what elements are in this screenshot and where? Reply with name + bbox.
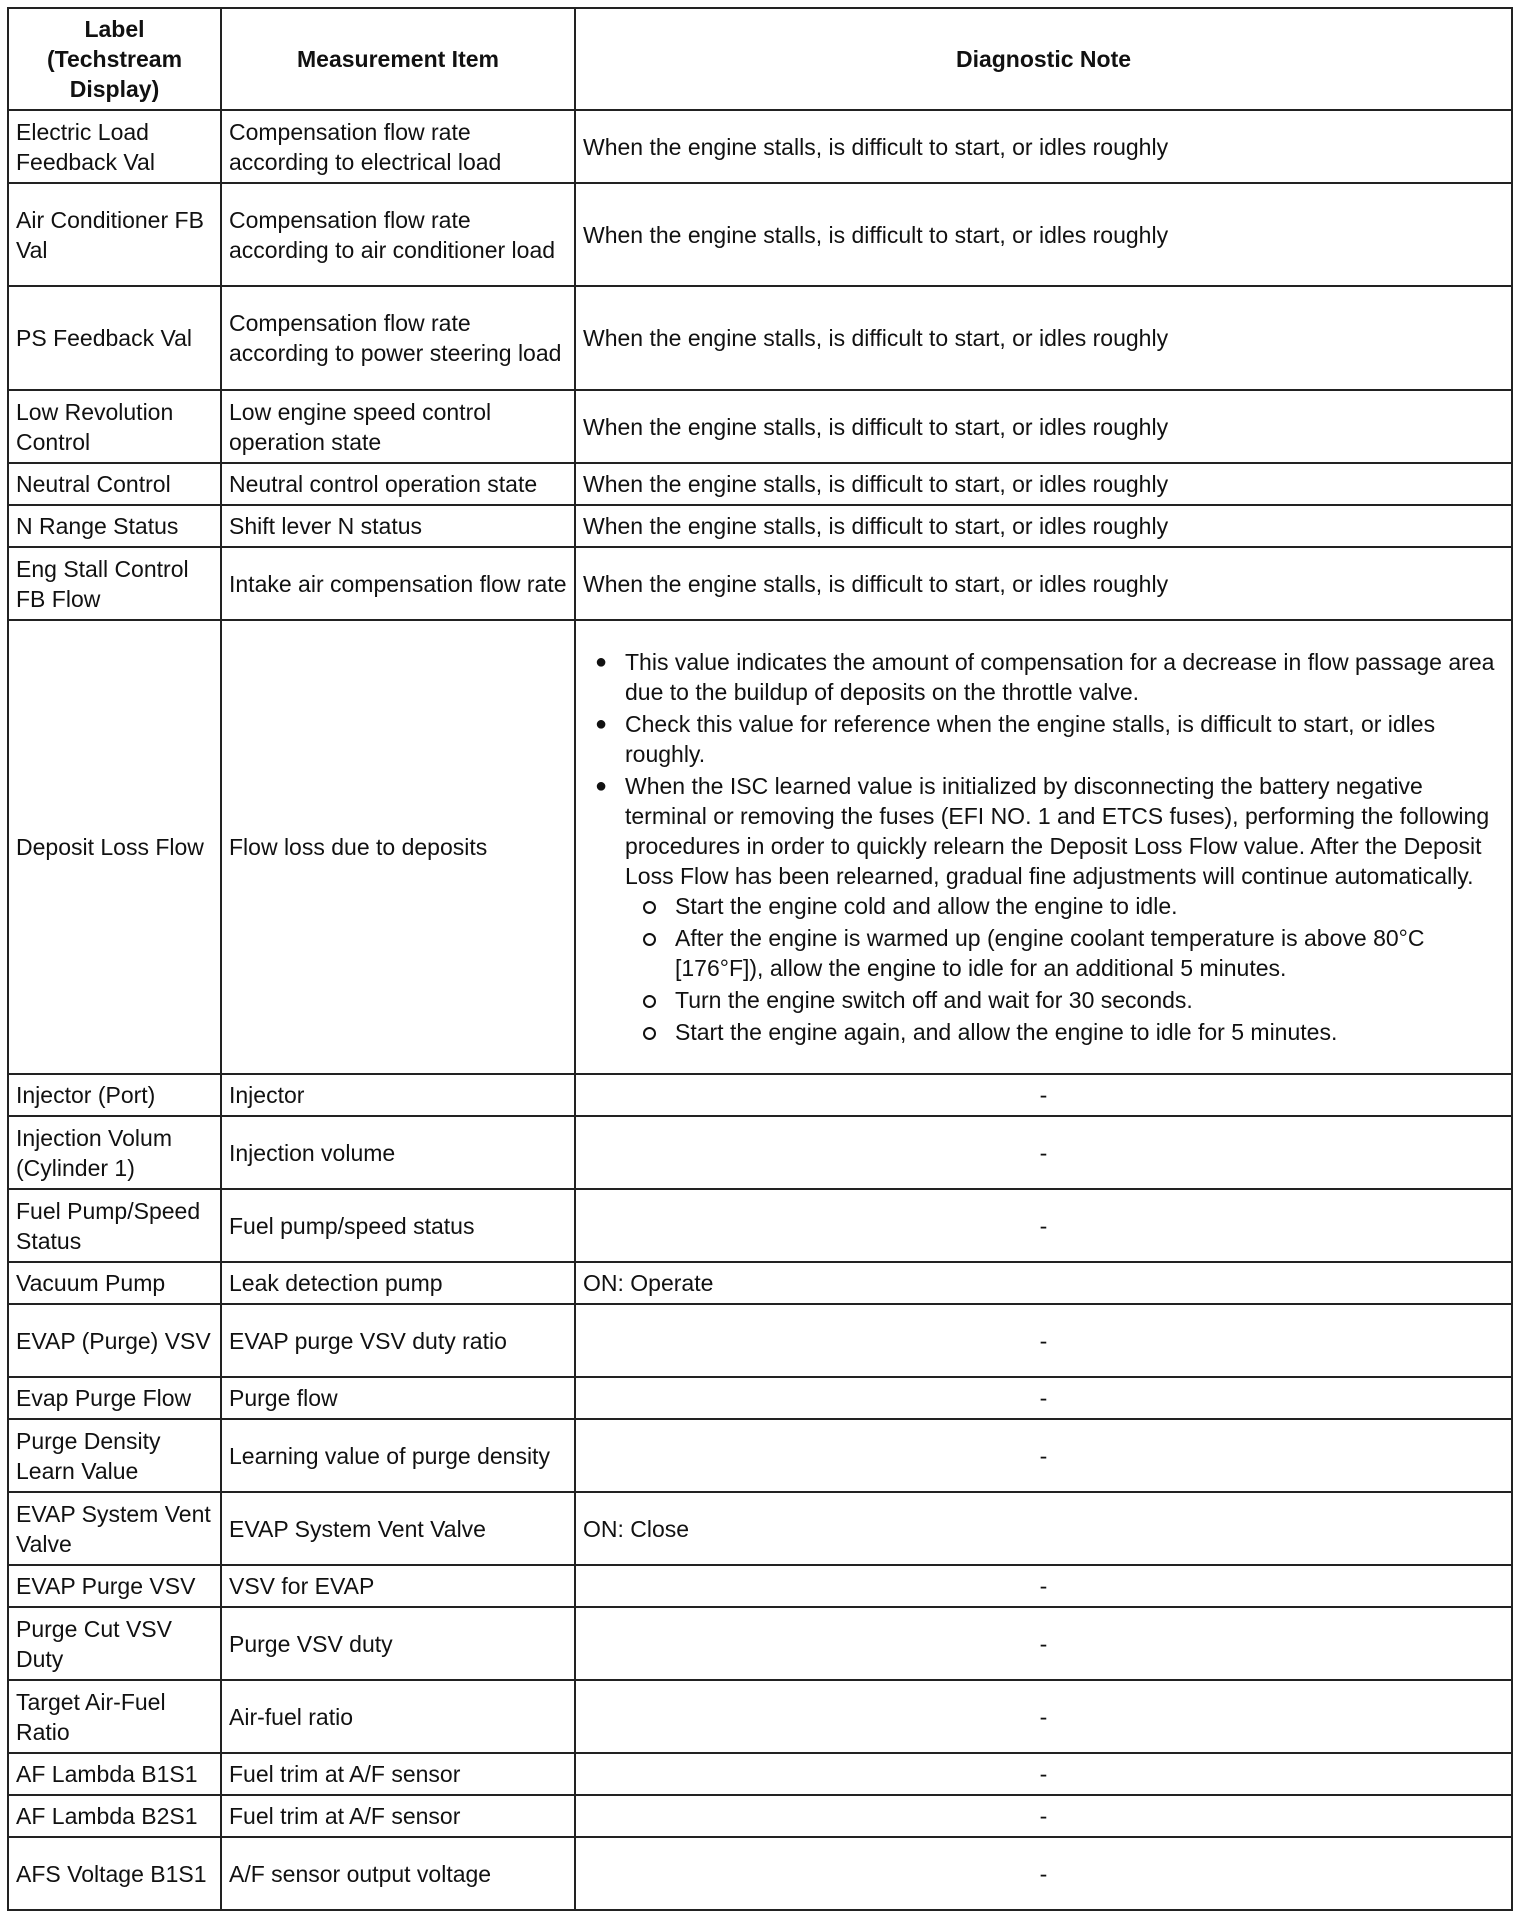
procedure-step: After the engine is warmed up (engine coolant temperature is above 80°C [176°F]), allow the engine to idle for an additional 5 minutes. xyxy=(675,923,1504,983)
cell-measurement-item: Purge flow xyxy=(221,1377,575,1419)
cell-diagnostic-note: - xyxy=(575,1304,1512,1377)
table-row xyxy=(8,1795,1512,1837)
cell-label: Injector (Port) xyxy=(8,1074,221,1116)
cell-measurement-item: Leak detection pump xyxy=(221,1262,575,1304)
table-row xyxy=(8,183,1512,286)
cell-label: AF Lambda B2S1 xyxy=(8,1795,221,1837)
table-row xyxy=(8,390,1512,463)
header-row xyxy=(8,8,1512,110)
cell-diagnostic-note: ON: Operate xyxy=(575,1262,1512,1304)
cell-measurement-item: A/F sensor output voltage xyxy=(221,1837,575,1910)
cell-diagnostic-note: - xyxy=(575,1419,1512,1492)
table-row xyxy=(8,1680,1512,1753)
cell-diagnostic-note: - xyxy=(575,1074,1512,1116)
bullet-item xyxy=(625,771,1504,1047)
header-label: Label (Techstream Display) xyxy=(8,8,221,110)
header-diagnostic-note: Diagnostic Note xyxy=(575,8,1512,110)
cell-measurement-item: Neutral control operation state xyxy=(221,463,575,505)
table-row xyxy=(8,286,1512,390)
bullet-list xyxy=(583,647,1504,1047)
bullet-text: When the ISC learned value is initialized by disconnecting the battery negative terminal or removing the fuses (EFI NO. 1 and ETCS fuses), performing the following procedures in order to quickly relearn the Deposit Loss Flow value. After the Deposit Loss Flow has been relearned, gradual fine adjustments will continue automatically. xyxy=(625,773,1490,889)
cell-label: EVAP System Vent Valve xyxy=(8,1492,221,1565)
table-row xyxy=(8,1607,1512,1680)
cell-label: PS Feedback Val xyxy=(8,286,221,390)
cell-diagnostic-note: - xyxy=(575,1565,1512,1607)
cell-label: Fuel Pump/Speed Status xyxy=(8,1189,221,1262)
cell-diagnostic-note: When the engine stalls, is difficult to start, or idles roughly xyxy=(575,547,1512,620)
table-row xyxy=(8,547,1512,620)
cell-diagnostic-note: - xyxy=(575,1189,1512,1262)
cell-label: Target Air-Fuel Ratio xyxy=(8,1680,221,1753)
bullet-item: ● Check this value for reference when the engine stalls, is difficult to start, or idles roughly. xyxy=(625,709,1504,769)
procedure-step: Start the engine again, and allow the engine to idle for 5 minutes. xyxy=(675,1017,1504,1047)
table-row xyxy=(8,1377,1512,1419)
table-row xyxy=(8,1837,1512,1910)
table-row xyxy=(8,505,1512,547)
cell-measurement-item: Shift lever N status xyxy=(221,505,575,547)
cell-label: Deposit Loss Flow xyxy=(8,620,221,1074)
cell-measurement-item: Injection volume xyxy=(221,1116,575,1189)
cell-measurement-item: Air-fuel ratio xyxy=(221,1680,575,1753)
cell-label: Air Conditioner FB Val xyxy=(8,183,221,286)
table-row xyxy=(8,463,1512,505)
table-row xyxy=(8,1419,1512,1492)
cell-measurement-item: Compensation flow rate according to air conditioner load xyxy=(221,183,575,286)
procedure-step: Turn the engine switch off and wait for 30 seconds. xyxy=(675,985,1504,1015)
cell-label: Electric Load Feedback Val xyxy=(8,110,221,183)
table-row xyxy=(8,1262,1512,1304)
cell-diagnostic-note: - xyxy=(575,1680,1512,1753)
cell-measurement-item: EVAP System Vent Valve xyxy=(221,1492,575,1565)
cell-measurement-item: Learning value of purge density xyxy=(221,1419,575,1492)
procedure-step: Start the engine cold and allow the engine to idle. xyxy=(675,891,1504,921)
cell-diagnostic-note: - xyxy=(575,1377,1512,1419)
cell-label: Low Revolution Control xyxy=(8,390,221,463)
table-row xyxy=(8,1753,1512,1795)
cell-label: AFS Voltage B1S1 xyxy=(8,1837,221,1910)
table-row xyxy=(8,1116,1512,1189)
cell-measurement-item: Compensation flow rate according to power steering load xyxy=(221,286,575,390)
table-row xyxy=(8,1492,1512,1565)
cell-label: EVAP (Purge) VSV xyxy=(8,1304,221,1377)
cell-diagnostic-note: When the engine stalls, is difficult to start, or idles roughly xyxy=(575,183,1512,286)
cell-label: Purge Density Learn Value xyxy=(8,1419,221,1492)
cell-label: EVAP Purge VSV xyxy=(8,1565,221,1607)
cell-measurement-item: Injector xyxy=(221,1074,575,1116)
cell-measurement-item: VSV for EVAP xyxy=(221,1565,575,1607)
cell-diagnostic-note: When the engine stalls, is difficult to start, or idles roughly xyxy=(575,505,1512,547)
data-list-table xyxy=(7,7,1513,1911)
cell-measurement-item: Flow loss due to deposits xyxy=(221,620,575,1074)
cell-label: Vacuum Pump xyxy=(8,1262,221,1304)
cell-diagnostic-note: - xyxy=(575,1795,1512,1837)
cell-measurement-item: Intake air compensation flow rate xyxy=(221,547,575,620)
cell-diagnostic-note: - xyxy=(575,1607,1512,1680)
cell-label: Eng Stall Control FB Flow xyxy=(8,547,221,620)
table-row xyxy=(8,1189,1512,1262)
cell-label: Injection Volum (Cylinder 1) xyxy=(8,1116,221,1189)
cell-label: Neutral Control xyxy=(8,463,221,505)
cell-label: Evap Purge Flow xyxy=(8,1377,221,1419)
header-measurement-item: Measurement Item xyxy=(221,8,575,110)
cell-diagnostic-note xyxy=(575,620,1512,1074)
cell-measurement-item: EVAP purge VSV duty ratio xyxy=(221,1304,575,1377)
bullet-item: ● This value indicates the amount of compensation for a decrease in flow passage area due to the buildup of deposits on the throttle valve. xyxy=(625,647,1504,707)
cell-label: N Range Status xyxy=(8,505,221,547)
table-row-deposit-loss-flow xyxy=(8,620,1512,1074)
cell-diagnostic-note: ON: Close xyxy=(575,1492,1512,1565)
table-row xyxy=(8,1565,1512,1607)
cell-measurement-item: Low engine speed control operation state xyxy=(221,390,575,463)
cell-diagnostic-note: - xyxy=(575,1753,1512,1795)
table-row xyxy=(8,1304,1512,1377)
cell-diagnostic-note: When the engine stalls, is difficult to start, or idles roughly xyxy=(575,390,1512,463)
cell-measurement-item: Compensation flow rate according to electrical load xyxy=(221,110,575,183)
cell-diagnostic-note: - xyxy=(575,1837,1512,1910)
cell-label: Purge Cut VSV Duty xyxy=(8,1607,221,1680)
procedure-list xyxy=(625,891,1504,1047)
cell-measurement-item: Fuel trim at A/F sensor xyxy=(221,1753,575,1795)
cell-label: AF Lambda B1S1 xyxy=(8,1753,221,1795)
table-row xyxy=(8,1074,1512,1116)
cell-measurement-item: Fuel pump/speed status xyxy=(221,1189,575,1262)
cell-measurement-item: Purge VSV duty xyxy=(221,1607,575,1680)
cell-diagnostic-note: - xyxy=(575,1116,1512,1189)
table-row xyxy=(8,110,1512,183)
cell-diagnostic-note: When the engine stalls, is difficult to start, or idles roughly xyxy=(575,110,1512,183)
cell-diagnostic-note: When the engine stalls, is difficult to start, or idles roughly xyxy=(575,286,1512,390)
cell-measurement-item: Fuel trim at A/F sensor xyxy=(221,1795,575,1837)
cell-diagnostic-note: When the engine stalls, is difficult to start, or idles roughly xyxy=(575,463,1512,505)
